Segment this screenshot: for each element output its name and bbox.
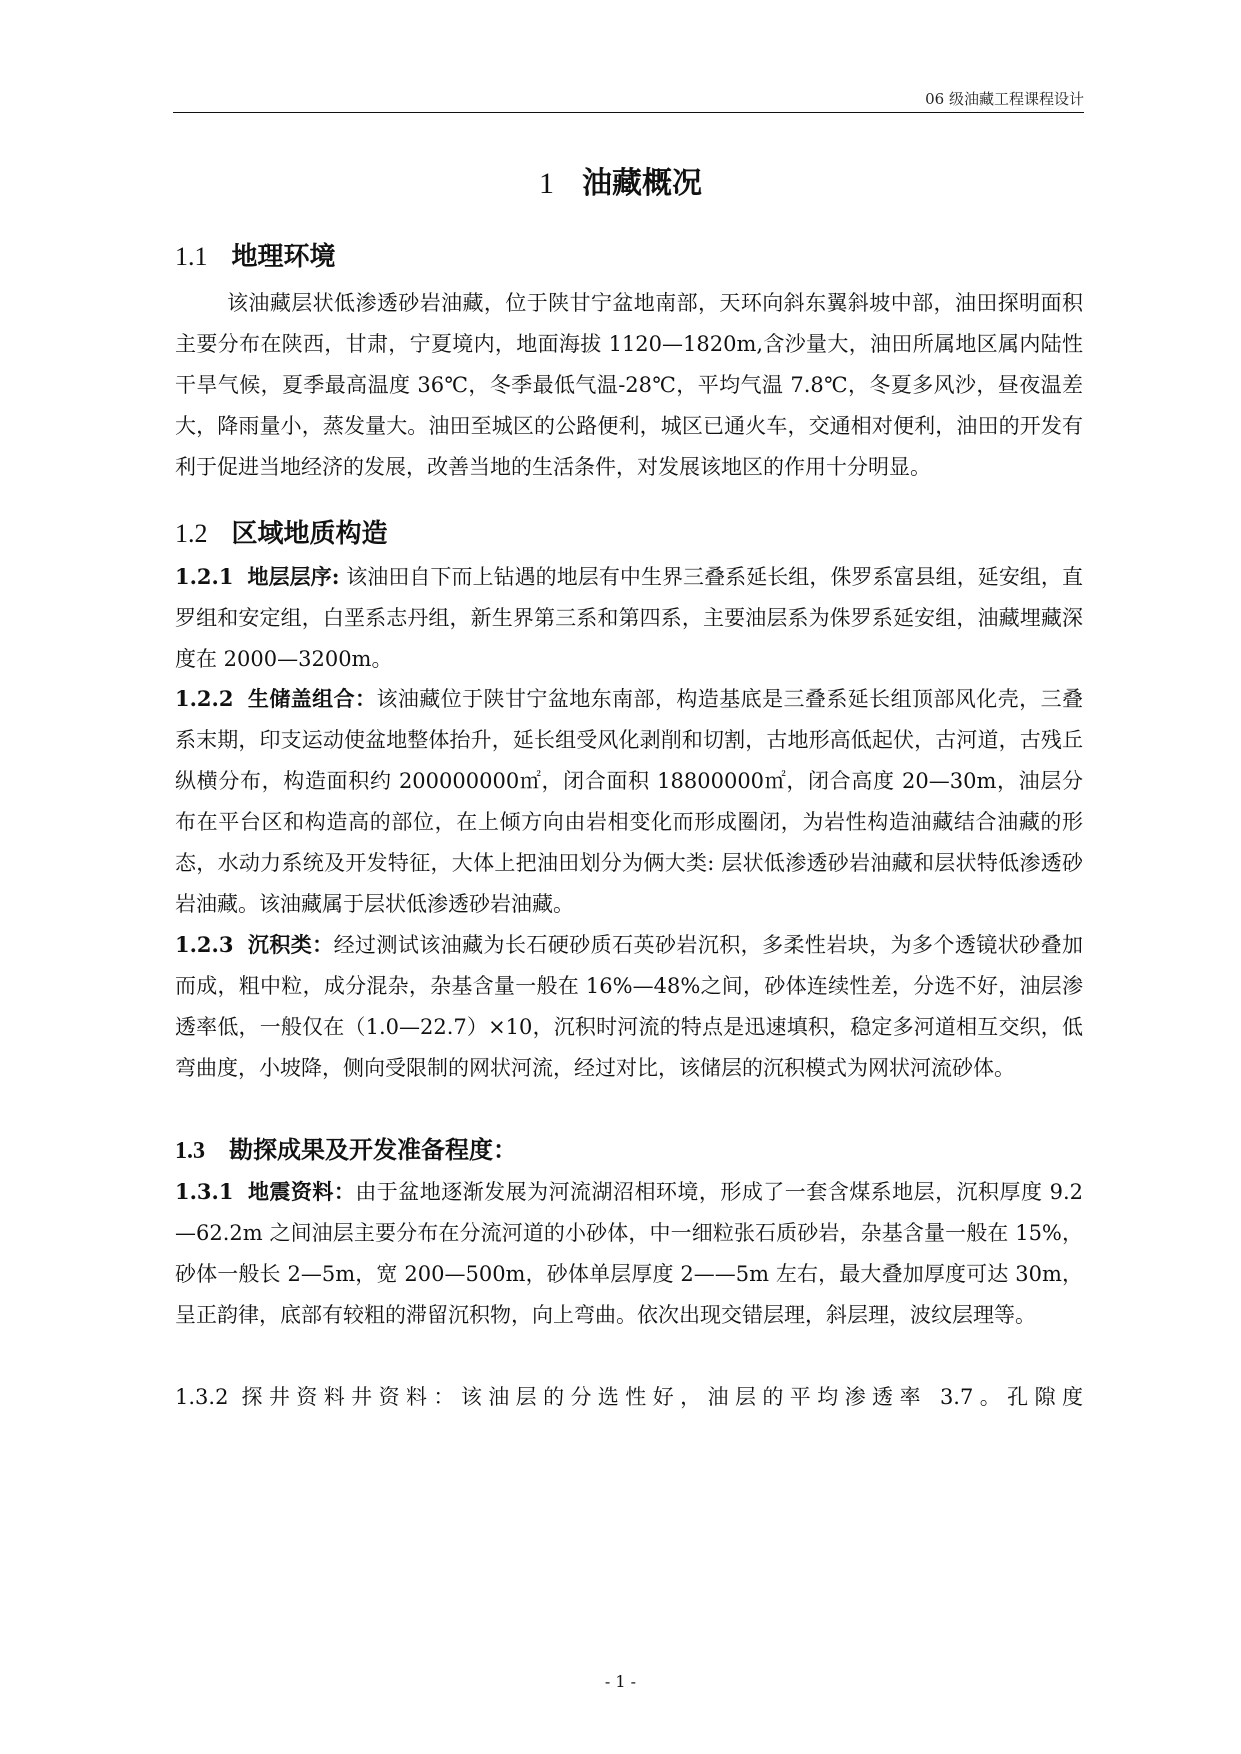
section-number: 1.2 [175,519,208,548]
header-divider [173,112,1084,113]
paragraph-source-reservoir [175,678,1083,925]
chapter-number: 1 [539,167,554,200]
chapter-title-text: 油藏概况 [582,166,702,201]
paragraph-stratigraphy [175,556,1083,680]
section-number: 1.3 [175,1138,205,1164]
paragraph-text: 该油藏位于陕甘宁盆地东南部，构造基底是三叠系延长组顶部风化壳，三叠系末期，印支运动使盆地整体抬升，延长组受风化剥削和切割，古地形高低起伏，古河道，古残丘纵横分布，构造面积约 200000000㎡，闭合面积 18800000㎡，闭合高度 20—30m，油层分布在平台区和构造高的部位，在上倾方向由岩相变化而形成圈闭，为岩性构造油藏结合油藏的形态，水动力系统及开发特征，大体上把油田划分为俩大类: 层状低渗透砂岩油藏和层状特低渗透砂岩油藏。该油藏属于层状低渗透砂岩油藏。 [175,687,1083,916]
running-header: 06 级油藏工程课程设计 [925,90,1084,108]
paragraph-text: 经过测试该油藏为长石硬砂质石英砂岩沉积，多柔性岩块，为多个透镜状砂叠加而成，粗中粒，成分混杂，杂基含量一般在 16%—48%之间，砂体连续性差，分选不好，油层渗透率低，一般仅在（1.0—22.7）×10，沉积时河流的特点是迅速填积，稳定多河道相互交织，低弯曲度，小坡降，侧向受限制的网状河流，经过对比，该储层的沉积模式为网状河流砂体。 [175,933,1084,1080]
subsection-label: 1.2.3 沉积类： [175,932,334,957]
paragraph-text: 该油田自下而上钻遇的地层有中生界三叠系延长组，侏罗系富县组，延安组，直罗组和安定组，白垩系志丹组，新生界第三系和第四系，主要油层系为侏罗系延安组，油藏埋藏深度在 2000—3200m。 [175,565,1083,671]
page-number: - 1 - [604,1672,637,1691]
paragraph-seismic [175,1171,1083,1336]
paragraph-sedimentation [175,924,1083,1089]
subsection-label: 1.2.1 地层层序: [175,564,340,589]
section-number: 1.1 [175,242,208,271]
subsection-label: 1.2.2 生储盖组合： [175,686,377,711]
section-title: 区域地质构造 [231,519,388,549]
paragraph-geography: 该油藏层状低渗透砂岩油藏，位于陕甘宁盆地南部，天环向斜东翼斜坡中部，油田探明面积主要分布在陕西，甘肃，宁夏境内，地面海拔 1120—1820m,含沙量大，油田所属地区属内陆性干旱气候，夏季最高温度 36℃，冬季最低气温-28℃，平均气温 7.8℃，冬夏多风沙，昼夜温差大，降雨量小，蒸发量大。油田至城区的公路便利，城区已通火车，交通相对便利，油田的开发有利于促进当地经济的发展，改善当地的生活条件，对发展该地区的作用十分明显。 [175,291,1083,479]
section-heading-1-1 [175,236,336,273]
chapter-title [0,158,1241,202]
section-heading-1-2 [175,513,388,550]
subsection-label: 1.3.1 地震资料： [175,1179,356,1204]
section-heading-1-3 [175,1130,517,1165]
paragraph-well-data: 1.3.2 探井资料井资料：该油层的分选性好，油层的平均渗透率 3.7。孔隙度 [175,1385,1083,1409]
paragraph-text: 由于盆地逐渐发展为河流湖沼相环境，形成了一套含煤系地层，沉积厚度 9.2—62.2m 之间油层主要分布在分流河道的小砂体，中一细粒张石质砂岩，杂基含量一般在 15%，砂体一般长 2—5m，宽 200—500m，砂体单层厚度 2——5m 左右，最大叠加厚度可达 30m，呈正韵律，底部有较粗的滞留沉积物，向上弯曲。依次出现交错层理，斜层理，波纹层理等。 [175,1180,1083,1327]
section-title: 地理环境 [231,242,336,272]
section-title: 勘探成果及开发准备程度： [229,1136,517,1164]
